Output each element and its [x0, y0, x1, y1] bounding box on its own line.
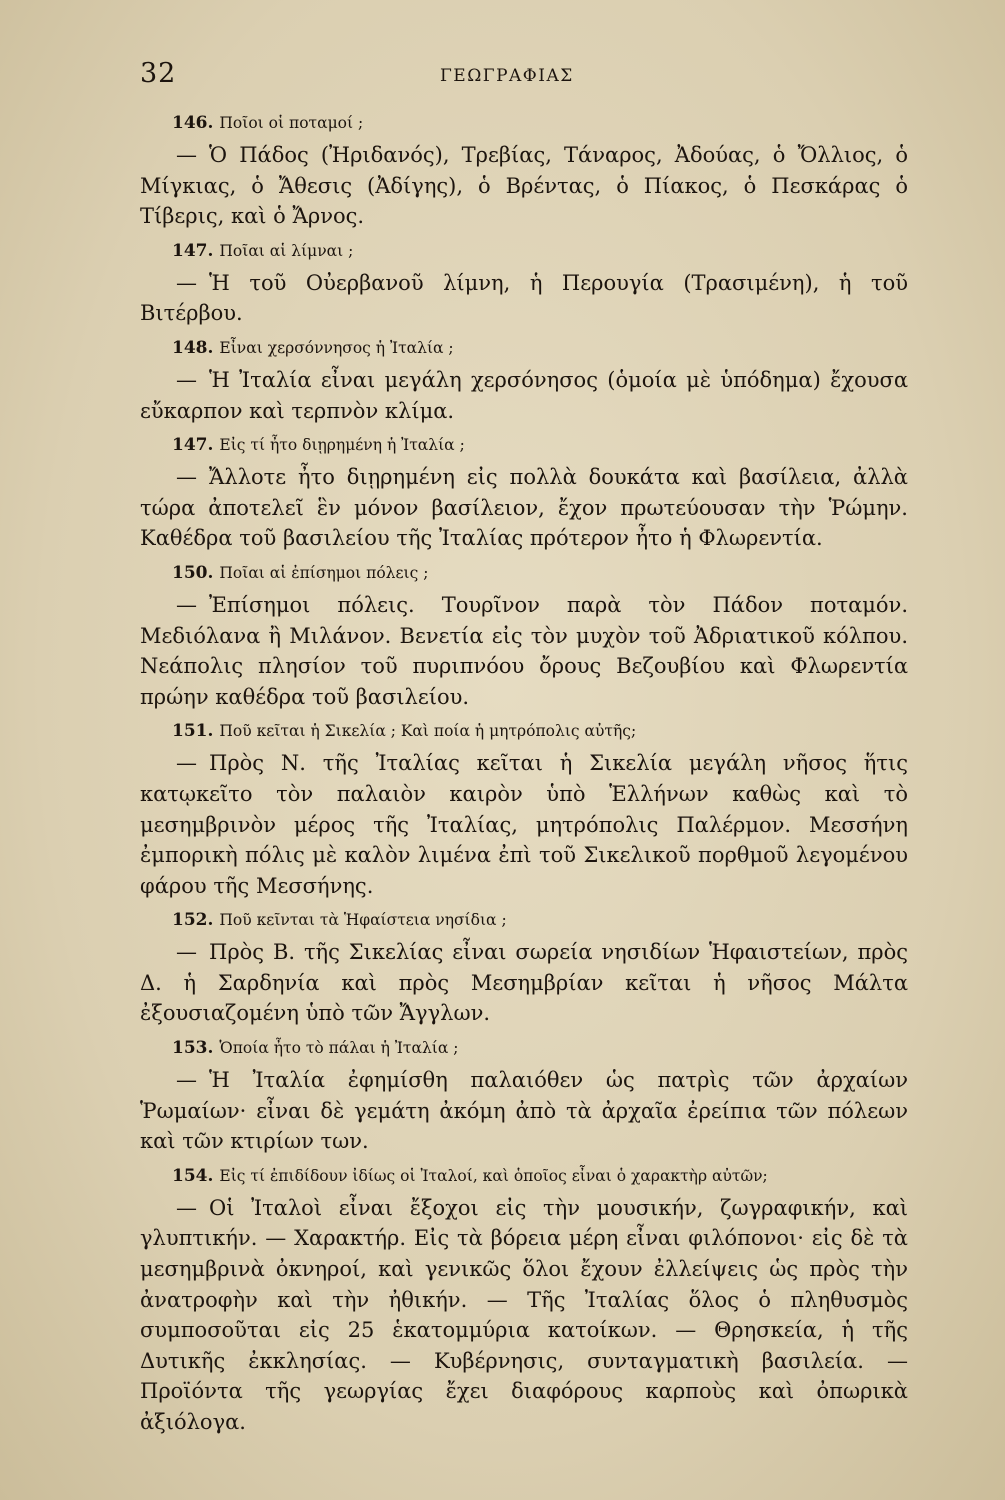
- qa-entry-147: [140, 234, 908, 331]
- question-number: 152.: [172, 910, 214, 931]
- question: [140, 1031, 908, 1065]
- question: [140, 428, 908, 462]
- question-number: 147.: [172, 435, 214, 456]
- answer: — Ἐπίσημοι πόλεις. Τουρῖνον παρὰ τὸν Πάδον ποταμόν. Μεδιόλανα ἢ Μιλάνον. Βενετία εἰς τὸν μυχὸν τοῦ Ἀδριατικοῦ κόλπου. Νεάπολις πλησίον τοῦ πυριπνόου ὄρους Βεζουβίου καὶ Φλωρεντία πρώην καθέδρα τοῦ βασιλείου.: [140, 592, 908, 709]
- answer: — Πρὸς Ν. τῆς Ἰταλίας κεῖται ἡ Σικελία μεγάλη νῆσος ἥτις κατῳκεῖτο τὸν παλαιὸν καιρὸν ὑπὸ Ἑλλήνων καθὼς καὶ τὸ μεσημβρινὸν μέρος τῆς Ἰταλίας, μητρόπολις Παλέρμον. Μεσσήνη ἐμπορικὴ πόλις μὲ καλὸν λιμένα ἐπὶ τοῦ Σικελικοῦ πορθμοῦ λεγομένου φάρου τῆς Μεσσήνης.: [140, 751, 908, 898]
- question-text: Ποῖοι οἱ ποταμοί ;: [219, 114, 364, 132]
- question-number: 146.: [172, 113, 214, 133]
- question-text: Ποῖαι αἱ λίμναι ;: [219, 241, 354, 260]
- question-text: Ὁποία ἦτο τὸ πάλαι ἡ Ἰταλία ;: [219, 1039, 459, 1058]
- answer-text: Πρὸς Β. τῆς Σικελίας εἶναι σωρεία νησιδίων Ἡφαιστείων, πρὸς Δ. ἡ Σαρδηνία καὶ πρὸς Μεσημβρίαν κεῖται ἡ νῆσος Μάλτα ἐξουσιαζομένη ὑπὸ τῶν Ἄγγλων.: [140, 940, 908, 1026]
- question-text: Εἰς τί ἐπιδίδουν ἰδίως οἱ Ἰταλοί, καὶ ὁποῖος εἶναι ὁ χαρακτὴρ αὐτῶν;: [219, 1166, 768, 1185]
- question-text: Εἶναι χερσόννησος ἡ Ἰταλία ;: [219, 338, 454, 357]
- answer-text: Ὁ Πάδος (Ἠριδανός), Τρεβίας, Τάναρος, Ἀδούας, ὁ Ὄλλιος, ὁ Μίγκιας, ὁ Ἄθεσις (Ἀδίγης), ὁ Βρέντας, ὁ Πίακος, ὁ Πεσκάρας ὁ Τίβερις, καὶ ὁ Ἄρνος.: [140, 143, 908, 229]
- qa-entry-154: [140, 1159, 908, 1440]
- question: [140, 234, 908, 268]
- page-number: 32: [140, 58, 177, 89]
- answer-text: Ἡ Ἰταλία ἐφημίσθη παλαιόθεν ὡς πατρὶς τῶν ἀρχαίων Ῥωμαίων· εἶναι δὲ γεμάτη ἀκόμη ἀπὸ τὰ ἀρχαῖα ἐρείπια τῶν πόλεων καὶ τῶν κτιρίων των.: [140, 1068, 908, 1154]
- answer: — Ἡ Ἰταλία ἐφημίσθη παλαιόθεν ὡς πατρὶς τῶν ἀρχαίων Ῥωμαίων· εἶναι δὲ γεμάτη ἀκόμη ἀπὸ τὰ ἀρχαῖα ἐρείπια τῶν πόλεων καὶ τῶν κτιρίων των.: [140, 1068, 908, 1154]
- qa-entry-153: [140, 1031, 908, 1159]
- qa-entry-149: [140, 428, 908, 556]
- answer: — Πρὸς Β. τῆς Σικελίας εἶναι σωρεία νησιδίων Ἡφαιστείων, πρὸς Δ. ἡ Σαρδηνία καὶ πρὸς Μεσημβρίαν κεῖται ἡ νῆσος Μάλτα ἐξουσιαζομένη ὑπὸ τῶν Ἄγγλων.: [140, 940, 908, 1026]
- question-text: Ποῖαι αἱ ἐπίσημοι πόλεις ;: [219, 563, 429, 582]
- question-number: 150.: [172, 562, 214, 583]
- page-body: [140, 106, 908, 1440]
- qa-entry-148: [140, 331, 908, 428]
- answer-text: Ἡ τοῦ Οὐερβανοῦ λίμνη, ἡ Περουγία (Τρασιμένη), ἡ τοῦ Βιτέρβου.: [140, 270, 908, 326]
- question-number: 153.: [172, 1038, 214, 1059]
- question: [140, 903, 908, 937]
- answer: — Οἱ Ἰταλοὶ εἶναι ἔξοχοι εἰς τὴν μουσικήν, ζωγραφικήν, καὶ γλυπτικήν. — Χαρακτήρ. Εἰς τὰ βόρεια μέρη εἶναι φιλόπονοι· εἰς δὲ τὰ μεσημβρινὰ ὀκνηροί, καὶ γενικῶς ὅλοι ἔχουν ἐλλείψεις ὡς πρὸς τὴν ἀνατροφὴν καὶ τὴν ἠθικήν. — Τῆς Ἰταλίας ὅλος ὁ πληθυσμὸς συμποσοῦται εἰς 25 ἑκατομμύρια κατοίκων. — Θρησκεία, ἡ τῆς Δυτικῆς ἐκκλησίας. — Κυβέρνησις, συνταγματικὴ βασιλεία. — Προϊόντα τῆς γεωργίας ἔχει διαφόρους καρποὺς καὶ ὀπωρικὰ ἀξιόλογα.: [140, 1195, 908, 1434]
- question-text: Εἰς τί ἦτο διῃρημένη ἡ Ἰταλία ;: [219, 436, 465, 455]
- question: [140, 106, 908, 140]
- question: [140, 556, 908, 590]
- answer-text: Πρὸς Ν. τῆς Ἰταλίας κεῖται ἡ Σικελία μεγάλη νῆσος ἥτις κατῳκεῖτο τὸν παλαιὸν καιρὸν ὑπὸ Ἑλλήνων καθὼς καὶ τὸ μεσημβρινὸν μέρος τῆς Ἰταλίας, μητρόπολις Παλέρμον. Μεσσήνη ἐμπορικὴ πόλις μὲ καλὸν λιμένα ἐπὶ τοῦ Σικελικοῦ πορθμοῦ λεγομένου φάρου τῆς Μεσσήνης.: [140, 751, 908, 898]
- answer: — Ἡ Ἰταλία εἶναι μεγάλη χερσόνησος (ὁμοία μὲ ὑπόδημα) ἔχουσα εὔκαρπον καὶ τερπνὸν κλίμα.: [140, 367, 908, 423]
- question-text: Ποῦ κεῖται ἡ Σικελία ; Καὶ ποία ἡ μητρόπολις αὐτῆς;: [219, 722, 637, 741]
- question-number: 147.: [172, 240, 214, 261]
- question-number: 151.: [172, 721, 214, 742]
- answer-text: Ἡ Ἰταλία εἶναι μεγάλη χερσόνησος (ὁμοία μὲ ὑπόδημα) ἔχουσα εὔκαρπον καὶ τερπνὸν κλίμα.: [140, 367, 908, 423]
- running-title: ΓΕΩΓΡΑΦΙΑΣ: [440, 66, 574, 86]
- answer-text: Ἄλλοτε ἦτο διῃρημένη εἰς πολλὰ δουκάτα καὶ βασίλεια, ἀλλὰ τώρα ἀποτελεῖ ἓν μόνον βασίλειον, ἔχον πρωτεύουσαν τὴν Ῥώμην. Καθέδρα τοῦ βασιλείου τῆς Ἰταλίας πρότερον ἦτο ἡ Φλωρεντία.: [140, 465, 908, 551]
- question-number: 154.: [172, 1165, 214, 1186]
- answer: — Ἡ τοῦ Οὐερβανοῦ λίμνη, ἡ Περουγία (Τρασιμένη), ἡ τοῦ Βιτέρβου.: [140, 270, 908, 326]
- answer: — Ὁ Πάδος (Ἠριδανός), Τρεβίας, Τάναρος, Ἀδούας, ὁ Ὄλλιος, ὁ Μίγκιας, ὁ Ἄθεσις (Ἀδίγης), ὁ Βρέντας, ὁ Πίακος, ὁ Πεσκάρας ὁ Τίβερις, καὶ ὁ Ἄρνος.: [140, 143, 908, 229]
- qa-entry-152: [140, 903, 908, 1031]
- question: [140, 714, 908, 748]
- qa-entry-150: [140, 556, 908, 714]
- page-header: [140, 58, 910, 98]
- qa-entry-146: [140, 106, 908, 234]
- answer: — Ἄλλοτε ἦτο διῃρημένη εἰς πολλὰ δουκάτα καὶ βασίλεια, ἀλλὰ τώρα ἀποτελεῖ ἓν μόνον βασίλειον, ἔχον πρωτεύουσαν τὴν Ῥώμην. Καθέδρα τοῦ βασιλείου τῆς Ἰταλίας πρότερον ἦτο ἡ Φλωρεντία.: [140, 465, 908, 551]
- question-number: 148.: [172, 337, 214, 358]
- question-text: Ποῦ κεῖνται τὰ Ἡφαίστεια νησίδια ;: [219, 911, 507, 930]
- question: [140, 1159, 908, 1193]
- qa-entry-151: [140, 714, 908, 903]
- question: [140, 331, 908, 365]
- answer-text: Οἱ Ἰταλοὶ εἶναι ἔξοχοι εἰς τὴν μουσικήν, ζωγραφικήν, καὶ γλυπτικήν. — Χαρακτήρ. Εἰς τὰ βόρεια μέρη εἶναι φιλόπονοι· εἰς δὲ τὰ μεσημβρινὰ ὀκνηροί, καὶ γενικῶς ὅλοι ἔχουν ἐλλείψεις ὡς πρὸς τὴν ἀνατροφὴν καὶ τὴν ἠθικήν. — Τῆς Ἰταλίας ὅλος ὁ πληθυσμὸς συμποσοῦται εἰς 25 ἑκατομμύρια κατοίκων. — Θρησκεία, ἡ τῆς Δυτικῆς ἐκκλησίας. — Κυβέρνησις, συνταγματικὴ βασιλεία. — Προϊόντα τῆς γεωργίας ἔχει διαφόρους καρποὺς καὶ ὀπωρικὰ ἀξιόλογα.: [140, 1195, 908, 1434]
- answer-text: Ἐπίσημοι πόλεις. Τουρῖνον παρὰ τὸν Πάδον ποταμόν. Μεδιόλανα ἢ Μιλάνον. Βενετία εἰς τὸν μυχὸν τοῦ Ἀδριατικοῦ κόλπου. Νεάπολις πλησίον τοῦ πυριπνόου ὄρους Βεζουβίου καὶ Φλωρεντία πρώην καθέδρα τοῦ βασιλείου.: [140, 592, 908, 709]
